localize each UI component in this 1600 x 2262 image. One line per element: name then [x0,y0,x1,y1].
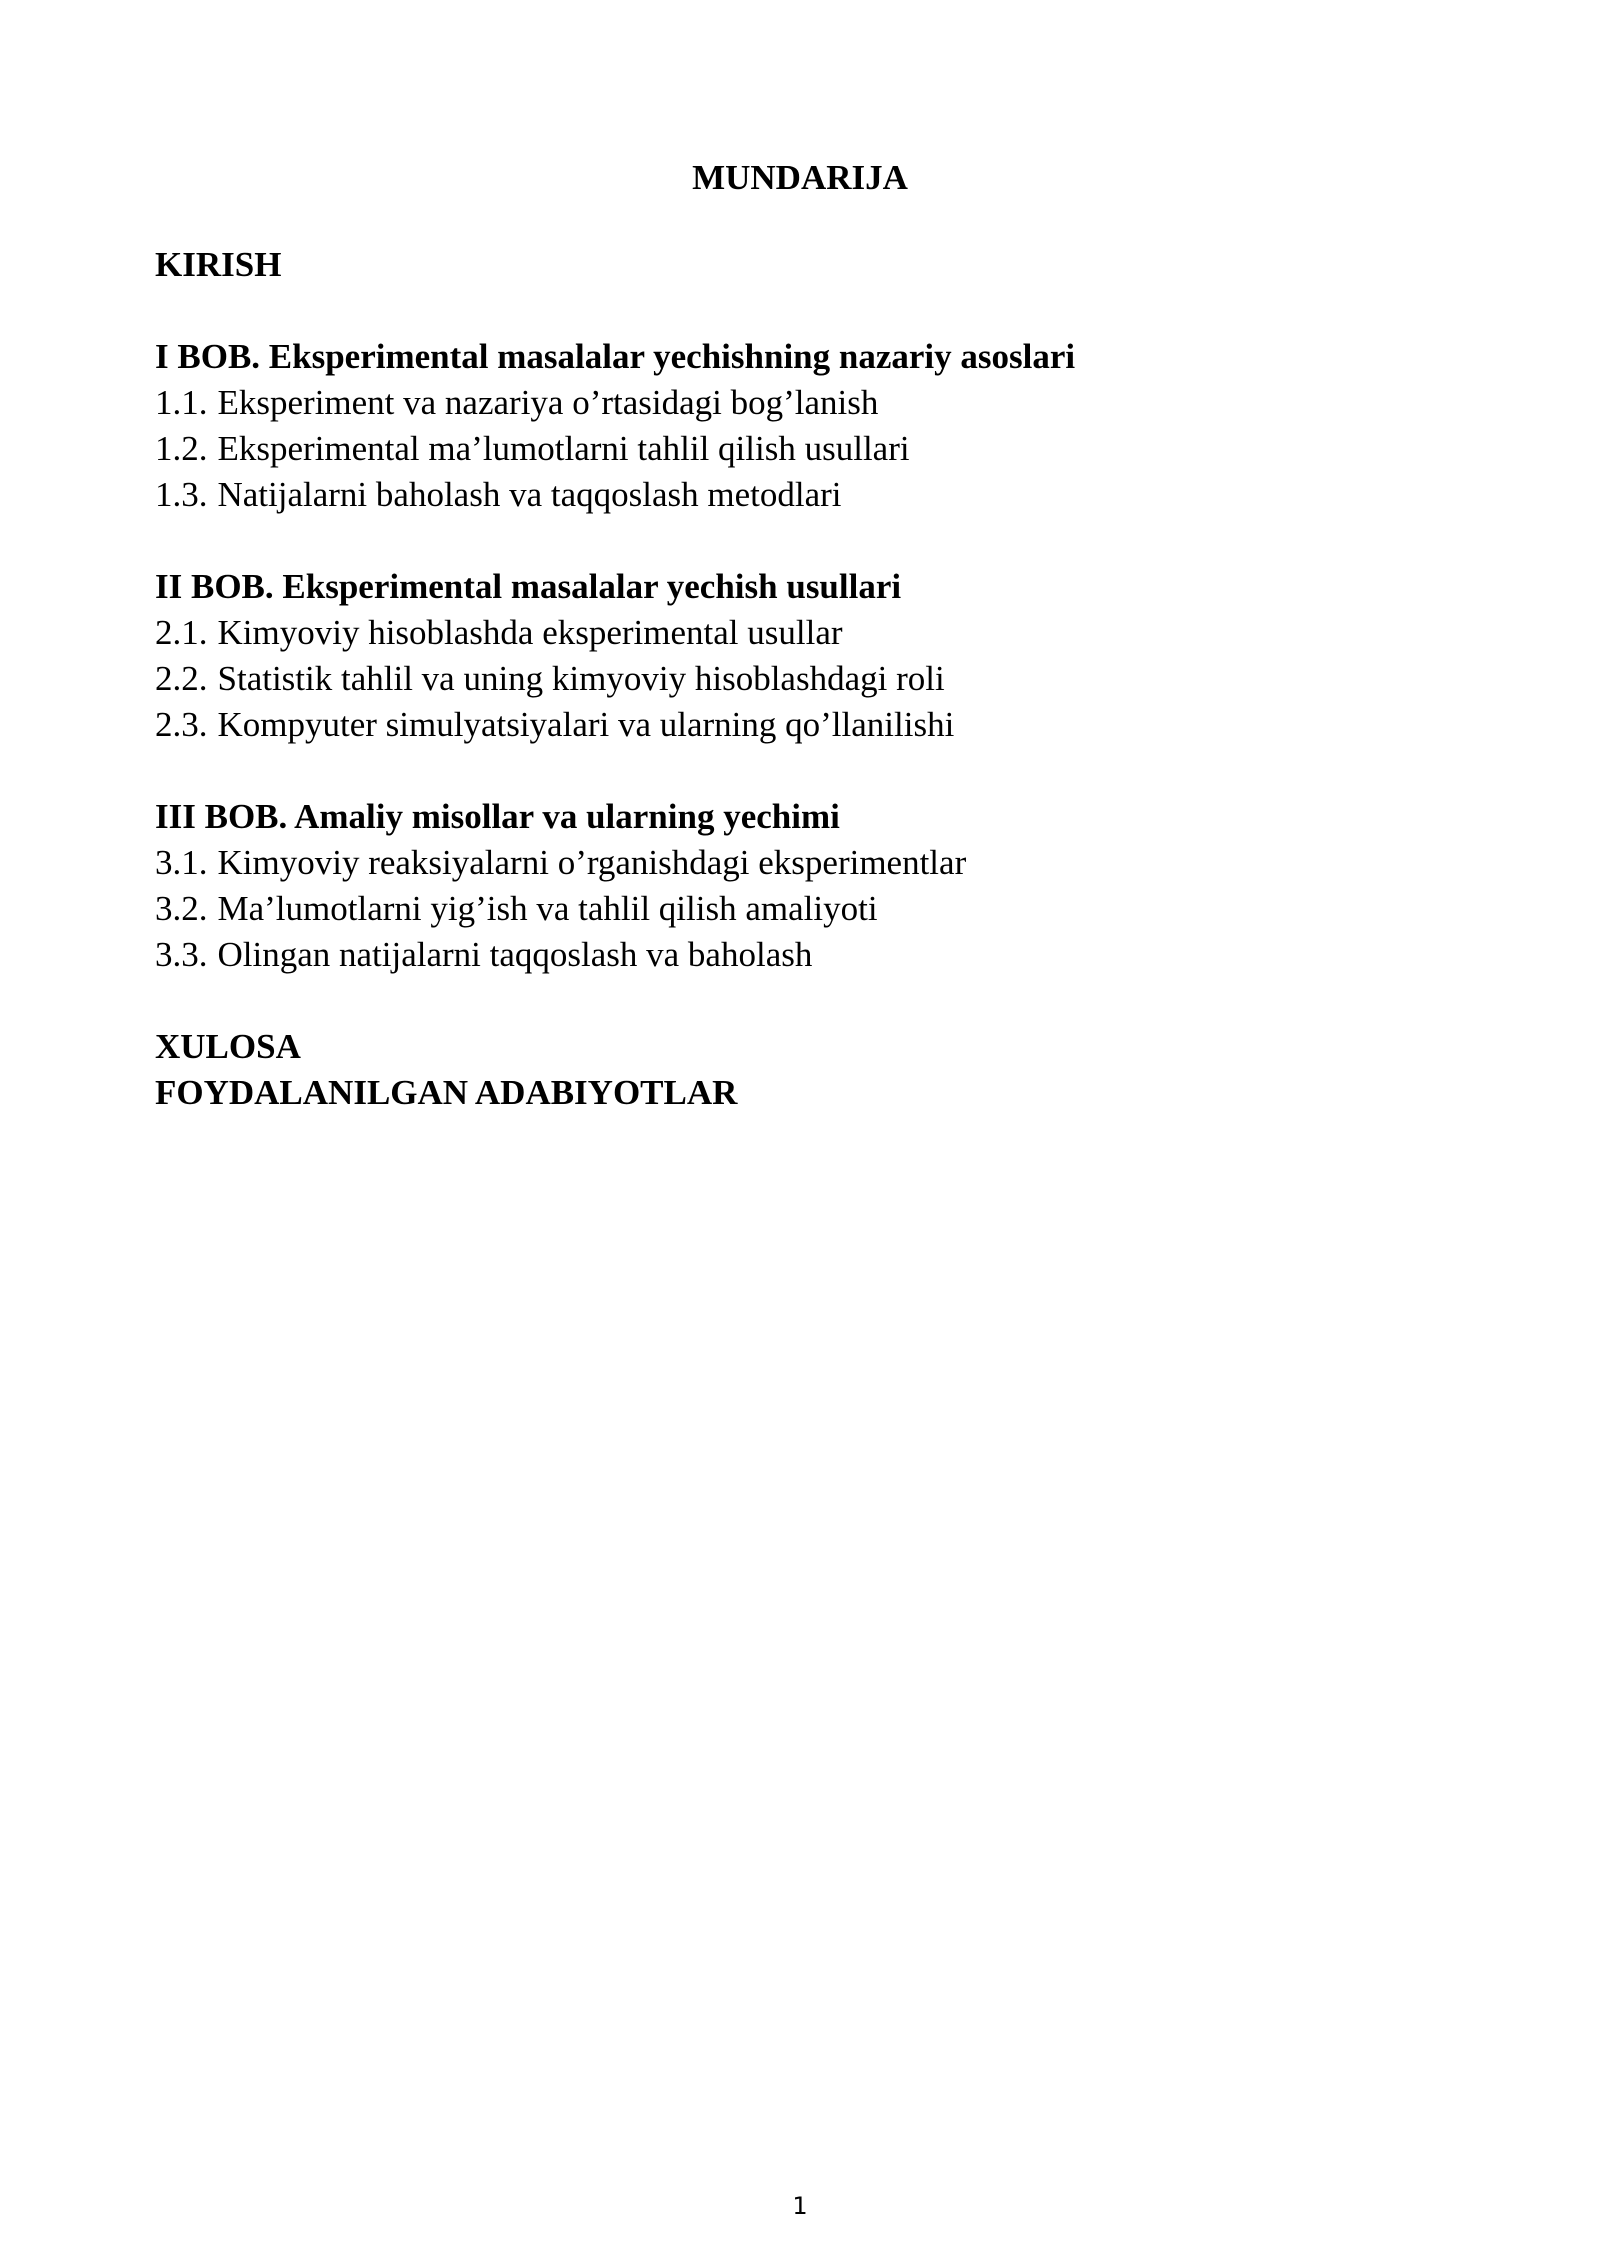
toc-item-text: Statistik tahlil va uning kimyoviy hisoblashdagi roli [217,659,945,698]
toc-item-2-2 [155,656,1455,702]
table-of-contents [155,242,1455,1116]
toc-item-1-2 [155,426,1455,472]
spacer [155,978,1455,1024]
toc-conclusion: XULOSA [155,1027,301,1066]
toc-item-text: Kimyoviy hisoblashda eksperimental usullar [217,613,843,652]
toc-item-3-1 [155,840,1455,886]
toc-item-2-3 [155,702,1455,748]
toc-item-number: 3.1. [155,843,208,882]
toc-item-text: Ma’lumotlarni yig’ish va tahlil qilish amaliyoti [217,889,878,928]
chapter-2-heading: II BOB. Eksperimental masalalar yechish usullari [155,567,902,606]
chapter-3-heading: III BOB. Amaliy misollar va ularning yechimi [155,797,840,836]
toc-item-text: Eksperimental ma’lumotlarni tahlil qilish usullari [217,429,910,468]
toc-item-number: 1.3. [155,475,208,514]
chapter-1-heading: I BOB. Eksperimental masalalar yechishning nazariy asoslari [155,337,1076,376]
toc-item-1-3 [155,472,1455,518]
spacer [155,288,1455,334]
toc-item-number: 2.3. [155,705,208,744]
page-number: 1 [792,2192,808,2220]
page-title: MUNDARIJA [692,158,908,197]
spacer [155,748,1455,794]
toc-item-3-3 [155,932,1455,978]
toc-item-text: Kimyoviy reaksiyalarni o’rganishdagi eksperimentlar [217,843,967,882]
toc-item-text: Kompyuter simulyatsiyalari va ularning qo’llanilishi [217,705,955,744]
toc-item-1-1 [155,380,1455,426]
toc-item-number: 2.1. [155,613,208,652]
toc-item-3-2 [155,886,1455,932]
toc-item-number: 1.1. [155,383,208,422]
toc-item-number: 3.2. [155,889,208,928]
toc-references: FOYDALANILGAN ADABIYOTLAR [155,1073,738,1112]
toc-item-text: Natijalarni baholash va taqqoslash metodlari [217,475,842,514]
spacer [155,518,1455,564]
toc-item-text: Eksperiment va nazariya o’rtasidagi bog’lanish [217,383,879,422]
toc-item-number: 2.2. [155,659,208,698]
toc-item-text: Olingan natijalarni taqqoslash va baholash [217,935,813,974]
toc-item-number: 1.2. [155,429,208,468]
toc-item-2-1 [155,610,1455,656]
toc-item-number: 3.3. [155,935,208,974]
toc-intro: KIRISH [155,245,282,284]
